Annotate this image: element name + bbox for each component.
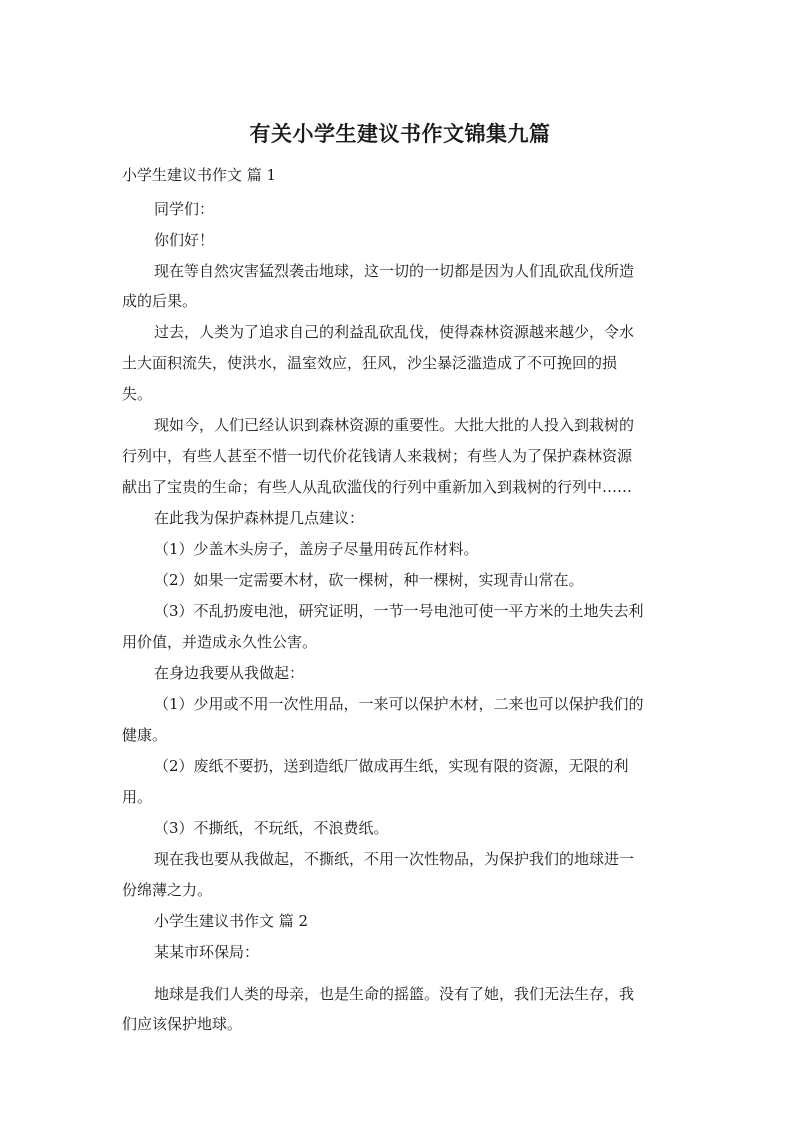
paragraph-line: 行列中，有些人甚至不惜一切代价花钱请人来栽树；有些人为了保护森林资源: [122, 447, 633, 465]
list-item: （2）如果一定需要木材，砍一棵树，种一棵树，实现青山常在。: [154, 571, 584, 589]
list-item: （3）不撕纸，不玩纸，不浪费纸。: [154, 819, 389, 837]
paragraph-line: 土大面积流失，使洪水，温室效应，狂风，沙尘暴泛滥造成了不可挽回的损: [122, 354, 618, 372]
paragraph-line: 份绵薄之力。: [122, 881, 213, 899]
list-item: （1）少用或不用一次性用品，一来可以保护木材，二来也可以保护我们的: [154, 695, 644, 713]
paragraph-line: 同学们：: [154, 200, 215, 218]
paragraph-line: 地球是我们人类的母亲，也是生命的摇篮。没有了她，我们无法生存，我: [154, 985, 635, 1003]
paragraph-line: 某某市环保局：: [154, 943, 260, 961]
paragraph-line: 在此我为保护森林提几点建议：: [154, 509, 365, 527]
paragraph-line: 在身边我要从我做起：: [154, 664, 305, 682]
list-item: （2）废纸不要扔，送到造纸厂做成再生纸，实现有限的资源，无限的利: [154, 757, 629, 775]
paragraph-line: 现如今，人们已经认识到森林资源的重要性。大批大批的人投入到栽树的: [154, 416, 635, 434]
paragraph-line: 成的后果。: [122, 292, 198, 310]
paragraph-line: 失。: [122, 385, 153, 403]
document-title: 有关小学生建议书作文锦集九篇: [249, 122, 551, 146]
list-item: （3）不乱扔废电池，研究证明，一节一号电池可使一平方米的土地失去利: [154, 602, 644, 620]
paragraph-line: 们应该保护地球。: [122, 1015, 243, 1033]
paragraph-line: 献出了宝贵的生命；有些人从乱砍滥伐的行列中重新加入到栽树的行列中……: [122, 478, 633, 496]
paragraph-line: 用价值，并造成永久性公害。: [122, 633, 318, 651]
section-heading: 小学生建议书作文 篇 2: [154, 912, 309, 930]
list-item: （1）少盖木头房子，盖房子尽量用砖瓦作材料。: [154, 540, 479, 558]
section-heading: 小学生建议书作文 篇 1: [122, 166, 277, 184]
paragraph-line: 现在等自然灾害猛烈袭击地球，这一切的一切都是因为人们乱砍乱伐所造: [154, 262, 635, 280]
paragraph-line: 用。: [122, 788, 153, 806]
paragraph-line: 你们好！: [154, 231, 215, 249]
paragraph-line: 健康。: [122, 726, 168, 744]
paragraph-line: 现在我也要从我做起，不撕纸，不用一次性物品，为保护我们的地球进一: [154, 850, 635, 868]
paragraph-line: 过去，人类为了追求自己的利益乱砍乱伐，使得森林资源越来越少，令水: [154, 323, 635, 341]
